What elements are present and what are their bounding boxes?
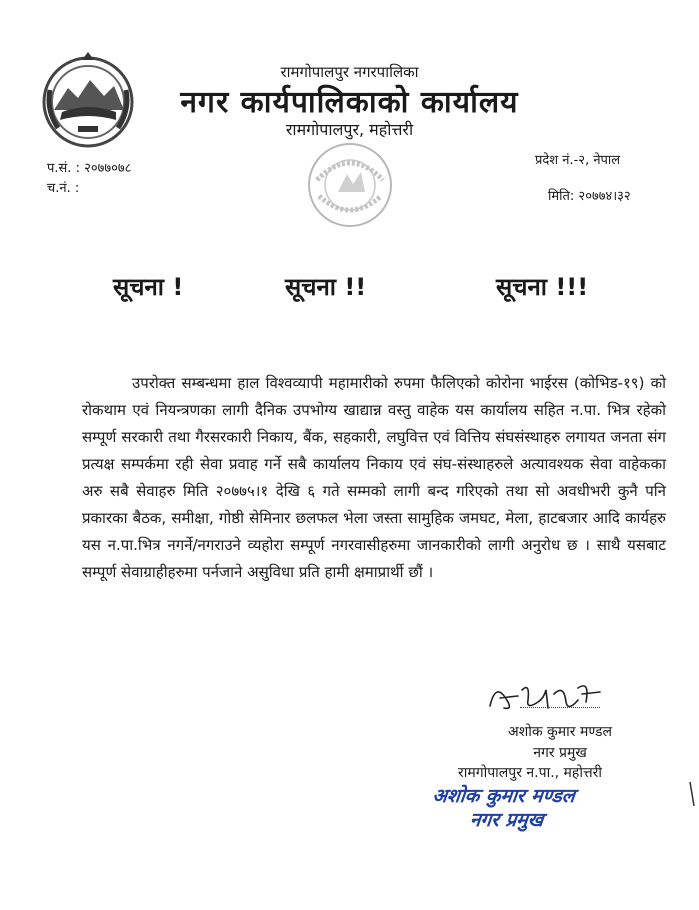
municipality-name: रामगोपालपुर नगरपालिका <box>280 63 419 81</box>
svg-text:नगर प्रमुख: नगर प्रमुख <box>468 809 545 831</box>
signatory-title: नगर प्रमुख <box>533 745 587 761</box>
notice-paragraph: उपरोक्त सम्बन्धमा हाल विश्वव्यापी महामारीको रुपमा फैलिएको कोरोना भाईरस (कोभिड-१९) को रोकथाम एवं नियन्त्रणका लागी दैनिक उपभोग्य खाद्यान्न वस्तु वाहेक यस कार्यालय सहित न.पा. भित्र रहेको सम्पूर्ण सरकारी तथा गैरसरकारी निकाय, बैंक, सहकारी, लघुवित्त एवं वित्तिय संघसंस्थाहरु लगायत जनता संग प्रत्यक्ष सम्पर्कमा रही सेवा प्रवाह गर्ने सबै कार्यालय निकाय एवं संघ-संस्थाहरुले अत्यावश्यक सेवा वाहेकका अरु सबै सेवाहरु मिति २०७७५।१ देखि ६ गते सम्मको लागी बन्द गरिएको तथा सो अवधीभरी कुनै पनि प्रकारका बैठक, समीक्षा, गोष्ठी सेमिनार छलफल भेला जस्ता सामुहिक जमघट, मेला, हाटबजार आदि कार्यहरु यस न.पा.भित्र नगर्ने/नगराउने व्यहोरा सम्पूर्ण नगरवासीहरुमा जानकारीको लागी अनुरोध छ । साथै यसबाट सम्पूर्ण सेवाग्राहीहरुमा पर्नजाने असुविधा प्रति हामी क्षमाप्रार्थी छौं । <box>82 374 666 581</box>
notice-heading-3: सूचना !!! <box>496 273 589 301</box>
office-seal <box>305 140 395 230</box>
notice-body <box>82 370 666 586</box>
office-address: रामगोपालपुर, महोत्तरी <box>285 120 414 139</box>
letter-date: मिति: २०७७४।३२ <box>548 189 631 204</box>
name-stamp <box>430 782 620 832</box>
office-title: नगर कार्यपालिकाको कार्यालय <box>180 85 519 120</box>
edge-mark <box>688 780 696 808</box>
signatory-office: रामगोपालपुर न.पा., महोत्तरी <box>457 765 603 781</box>
signature-line <box>520 707 600 708</box>
notice-heading-1: सूचना ! <box>113 273 184 301</box>
svg-text:अशोक कुमार मण्डल: अशोक कुमार मण्डल <box>431 785 576 807</box>
dispatch-number: च.नं. : <box>47 181 80 196</box>
signatory-name: अशोक कुमार मण्डल <box>508 724 612 740</box>
notice-heading-2: सूचना !! <box>285 273 367 301</box>
letter-number: प.सं. : २०७७०७८ <box>47 161 132 176</box>
handwritten-signature <box>482 672 612 720</box>
province-label: प्रदेश नं.-२, नेपाल <box>535 153 621 168</box>
